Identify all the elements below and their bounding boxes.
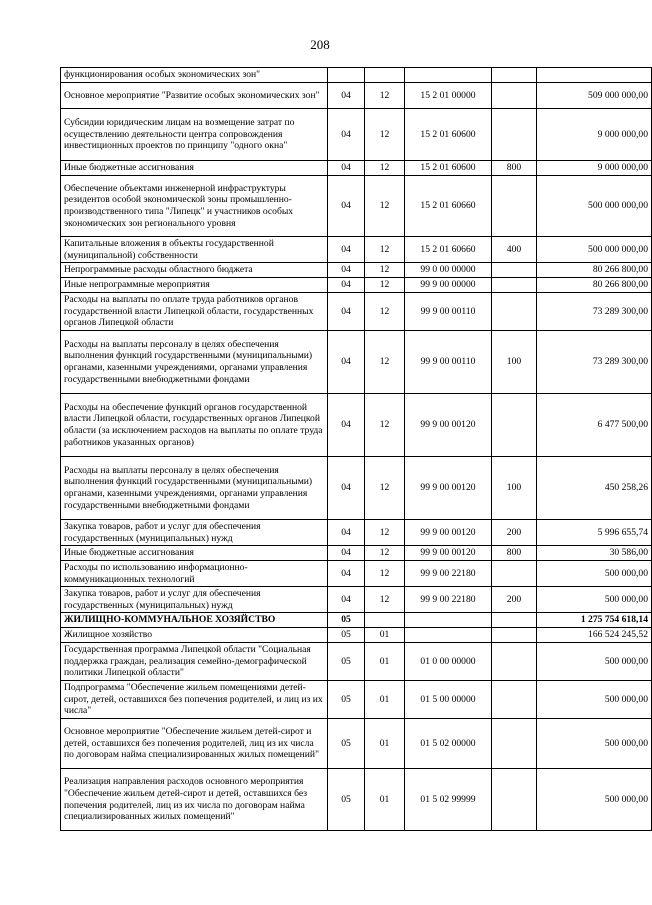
target-article-code-cell: 99 9 00 00120: [405, 457, 492, 520]
target-article-code-cell: 99 9 00 00110: [405, 293, 492, 331]
subsection-code-cell: 12: [365, 83, 405, 109]
table-row: [61, 546, 652, 561]
expense-type-code-cell: 400: [492, 237, 537, 263]
expense-type-code-cell: 800: [492, 546, 537, 561]
item-name-cell: Основное мероприятие "Развитие особых экономических зон": [61, 83, 328, 109]
subsection-code-cell: 12: [365, 331, 405, 394]
table-row: [61, 331, 652, 394]
target-article-code-cell: 99 9 00 22180: [405, 587, 492, 613]
table-row: [61, 394, 652, 457]
amount-cell: 450 258,26: [537, 457, 652, 520]
section-code-cell: 05: [328, 613, 365, 628]
expense-type-code-cell: [492, 613, 537, 628]
target-article-code-cell: [405, 68, 492, 83]
item-name-cell: Жилищное хозяйство: [61, 628, 328, 643]
table-row: [61, 520, 652, 546]
target-article-code-cell: 01 5 02 00000: [405, 719, 492, 769]
page-number: 208: [310, 37, 330, 52]
amount-cell: 500 000 000,00: [537, 237, 652, 263]
target-article-code-cell: 01 0 00 00000: [405, 643, 492, 681]
subsection-code-cell: 12: [365, 293, 405, 331]
table-row: [61, 293, 652, 331]
amount-cell: 500 000,00: [537, 587, 652, 613]
table-row: [61, 161, 652, 176]
subsection-code-cell: 12: [365, 561, 405, 587]
section-code-cell: [328, 68, 365, 83]
amount-cell: 500 000,00: [537, 769, 652, 831]
target-article-code-cell: 99 9 00 00110: [405, 331, 492, 394]
subsection-code-cell: 12: [365, 457, 405, 520]
expense-type-code-cell: [492, 68, 537, 83]
subsection-code-cell: 12: [365, 546, 405, 561]
section-code-cell: 04: [328, 457, 365, 520]
item-name-cell: Иные бюджетные ассигнования: [61, 161, 328, 176]
amount-cell: 500 000,00: [537, 719, 652, 769]
budget-table-body: [61, 68, 652, 831]
section-code-cell: 04: [328, 176, 365, 237]
item-name-cell: Государственная программа Липецкой области "Социальная поддержка граждан, реализация семейно-демографической политики Липецкой области": [61, 643, 328, 681]
subsection-code-cell: 01: [365, 719, 405, 769]
table-row: [61, 628, 652, 643]
subsection-code-cell: 01: [365, 769, 405, 831]
table-row: [61, 587, 652, 613]
target-article-code-cell: [405, 613, 492, 628]
subsection-code-cell: [365, 68, 405, 83]
section-code-cell: 05: [328, 769, 365, 831]
item-name-cell: Субсидии юридическим лицам на возмещение затрат по осуществлению деятельности центра сопровождения инвестиционных проектов по принципу "одного окна": [61, 109, 328, 161]
target-article-code-cell: 99 0 00 00000: [405, 263, 492, 278]
item-name-cell: Капитальные вложения в объекты государственной (муниципальной) собственности: [61, 237, 328, 263]
amount-cell: 6 477 500,00: [537, 394, 652, 457]
target-article-code-cell: 01 5 02 99999: [405, 769, 492, 831]
item-name-cell: Иные бюджетные ассигнования: [61, 546, 328, 561]
section-code-cell: 05: [328, 719, 365, 769]
section-code-cell: 05: [328, 643, 365, 681]
expense-type-code-cell: [492, 681, 537, 719]
section-code-cell: 04: [328, 278, 365, 293]
section-code-cell: 05: [328, 628, 365, 643]
item-name-cell: Закупка товаров, работ и услуг для обеспечения государственных (муниципальных) нужд: [61, 587, 328, 613]
amount-cell: 500 000,00: [537, 681, 652, 719]
table-row: [61, 719, 652, 769]
subsection-code-cell: 12: [365, 109, 405, 161]
subsection-code-cell: 01: [365, 681, 405, 719]
table-row: [61, 68, 652, 83]
target-article-code-cell: 01 5 00 00000: [405, 681, 492, 719]
section-code-cell: 04: [328, 263, 365, 278]
section-code-cell: 04: [328, 83, 365, 109]
expense-type-code-cell: 100: [492, 331, 537, 394]
subsection-code-cell: 12: [365, 237, 405, 263]
expense-type-code-cell: 200: [492, 587, 537, 613]
expense-type-code-cell: [492, 176, 537, 237]
table-row: [61, 83, 652, 109]
table-row: [61, 613, 652, 628]
subsection-code-cell: 12: [365, 587, 405, 613]
item-name-cell: Расходы на выплаты персоналу в целях обеспечения выполнения функций государственными (муниципальными) органами, казенными учреждениями, органами управления государственными внебюджетными фондами: [61, 457, 328, 520]
expense-type-code-cell: [492, 643, 537, 681]
subsection-code-cell: 01: [365, 643, 405, 681]
subsection-code-cell: 12: [365, 278, 405, 293]
section-code-cell: 04: [328, 587, 365, 613]
amount-cell: [537, 68, 652, 83]
amount-cell: 30 586,00: [537, 546, 652, 561]
expense-type-code-cell: [492, 278, 537, 293]
amount-cell: 509 000 000,00: [537, 83, 652, 109]
table-row: [61, 278, 652, 293]
subsection-code-cell: 01: [365, 628, 405, 643]
item-name-cell: Непрограммные расходы областного бюджета: [61, 263, 328, 278]
expense-type-code-cell: [492, 263, 537, 278]
target-article-code-cell: 99 9 00 22180: [405, 561, 492, 587]
expense-type-code-cell: [492, 561, 537, 587]
subsection-code-cell: 12: [365, 520, 405, 546]
target-article-code-cell: 15 2 01 00000: [405, 83, 492, 109]
expense-type-code-cell: [492, 83, 537, 109]
item-name-cell: Расходы на обеспечение функций органов государственной власти Липецкой области, государственных органов Липецкой области (за исключением расходов на выплаты по оплате труда работников указанных органов): [61, 394, 328, 457]
expense-type-code-cell: 200: [492, 520, 537, 546]
section-code-cell: 04: [328, 546, 365, 561]
target-article-code-cell: 15 2 01 60660: [405, 237, 492, 263]
item-name-cell: функционирования особых экономических зон": [61, 68, 328, 83]
table-row: [61, 263, 652, 278]
table-row: [61, 109, 652, 161]
item-name-cell: ЖИЛИЩНО-КОММУНАЛЬНОЕ ХОЗЯЙСТВО: [61, 613, 328, 628]
item-name-cell: Расходы на выплаты персоналу в целях обеспечения выполнения функций государственными (муниципальными) органами, казенными учреждениями, органами управления государственными внебюджетными фондами: [61, 331, 328, 394]
subsection-code-cell: 12: [365, 394, 405, 457]
amount-cell: 9 000 000,00: [537, 109, 652, 161]
target-article-code-cell: [405, 628, 492, 643]
expense-type-code-cell: [492, 109, 537, 161]
table-row: [61, 457, 652, 520]
section-code-cell: 04: [328, 293, 365, 331]
section-code-cell: 04: [328, 561, 365, 587]
expense-type-code-cell: [492, 394, 537, 457]
target-article-code-cell: 99 9 00 00120: [405, 394, 492, 457]
budget-table: [60, 67, 652, 831]
subsection-code-cell: 12: [365, 176, 405, 237]
section-code-cell: 04: [328, 520, 365, 546]
amount-cell: 1 275 754 618,14: [537, 613, 652, 628]
table-row: [61, 176, 652, 237]
item-name-cell: Подпрограмма "Обеспечение жильем помещениями детей-сирот, детей, оставшихся без попечения родителей, и лиц из их числа": [61, 681, 328, 719]
table-row: [61, 681, 652, 719]
table-row: [61, 237, 652, 263]
item-name-cell: Обеспечение объектами инженерной инфраструктуры резидентов особой экономической зоны промышленно-производственного типа "Липецк" и участников особых экономических зон регионального уровня: [61, 176, 328, 237]
target-article-code-cell: 15 2 01 60600: [405, 109, 492, 161]
item-name-cell: Расходы на выплаты по оплате труда работников органов государственной власти Липецкой области, государственных органов Липецкой области: [61, 293, 328, 331]
expense-type-code-cell: 100: [492, 457, 537, 520]
item-name-cell: Закупка товаров, работ и услуг для обеспечения государственных (муниципальных) нужд: [61, 520, 328, 546]
table-row: [61, 769, 652, 831]
amount-cell: 73 289 300,00: [537, 331, 652, 394]
expense-type-code-cell: [492, 719, 537, 769]
section-code-cell: 04: [328, 331, 365, 394]
section-code-cell: 04: [328, 237, 365, 263]
target-article-code-cell: 99 9 00 00120: [405, 520, 492, 546]
item-name-cell: Реализация направления расходов основного мероприятия "Обеспечение жильем детей-сирот и детей, оставшихся без попечения родителей, лиц из их числа по договорам найма специализированных жилых помещений": [61, 769, 328, 831]
amount-cell: 500 000 000,00: [537, 176, 652, 237]
subsection-code-cell: 12: [365, 161, 405, 176]
subsection-code-cell: 12: [365, 263, 405, 278]
target-article-code-cell: 99 9 00 00120: [405, 546, 492, 561]
amount-cell: 80 266 800,00: [537, 278, 652, 293]
expense-type-code-cell: [492, 769, 537, 831]
section-code-cell: 04: [328, 109, 365, 161]
amount-cell: 166 524 245,52: [537, 628, 652, 643]
item-name-cell: Иные непрограммные мероприятия: [61, 278, 328, 293]
item-name-cell: Основное мероприятие "Обеспечение жильем детей-сирот и детей, оставшихся без попечения родителей, лиц из их числа по договорам найма специализированных жилых помещений": [61, 719, 328, 769]
amount-cell: 80 266 800,00: [537, 263, 652, 278]
section-code-cell: 04: [328, 161, 365, 176]
amount-cell: 73 289 300,00: [537, 293, 652, 331]
target-article-code-cell: 99 9 00 00000: [405, 278, 492, 293]
expense-type-code-cell: [492, 628, 537, 643]
amount-cell: 500 000,00: [537, 561, 652, 587]
amount-cell: 5 996 655,74: [537, 520, 652, 546]
target-article-code-cell: 15 2 01 60600: [405, 161, 492, 176]
amount-cell: 500 000,00: [537, 643, 652, 681]
expense-type-code-cell: [492, 293, 537, 331]
amount-cell: 9 000 000,00: [537, 161, 652, 176]
subsection-code-cell: [365, 613, 405, 628]
target-article-code-cell: 15 2 01 60660: [405, 176, 492, 237]
section-code-cell: 04: [328, 394, 365, 457]
table-row: [61, 561, 652, 587]
section-code-cell: 05: [328, 681, 365, 719]
expense-type-code-cell: 800: [492, 161, 537, 176]
item-name-cell: Расходы по использованию информационно-коммуникационных технологий: [61, 561, 328, 587]
table-row: [61, 643, 652, 681]
